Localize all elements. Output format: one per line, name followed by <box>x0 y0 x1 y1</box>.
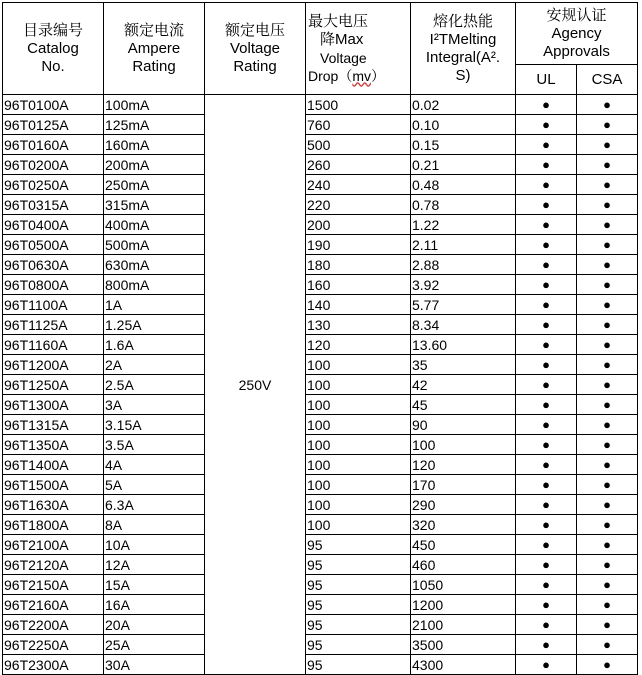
ampere-cell: 12A <box>104 555 205 575</box>
csa-cell <box>577 335 638 355</box>
approval-dot-icon: ● <box>603 157 611 172</box>
table-row <box>3 155 638 175</box>
catalog-cell: 96T0160A <box>3 135 104 155</box>
approval-dot-icon: ● <box>542 117 550 132</box>
ampere-cell: 800mA <box>104 275 205 295</box>
melting-integral-cell: 170 <box>411 475 516 495</box>
approval-dot-icon: ● <box>542 477 550 492</box>
approval-dot-icon: ● <box>603 457 611 472</box>
table-row <box>3 415 638 435</box>
ampere-cell: 200mA <box>104 155 205 175</box>
table-row <box>3 395 638 415</box>
melting-integral-cell: 45 <box>411 395 516 415</box>
ampere-cell: 630mA <box>104 255 205 275</box>
table-row <box>3 175 638 195</box>
approval-dot-icon: ● <box>603 177 611 192</box>
voltage-drop-cell: 130 <box>306 315 411 335</box>
voltage-drop-cell: 95 <box>306 635 411 655</box>
approval-dot-icon: ● <box>603 417 611 432</box>
ampere-cell: 250mA <box>104 175 205 195</box>
voltage-drop-cell: 100 <box>306 455 411 475</box>
catalog-cell: 96T0315A <box>3 195 104 215</box>
ampere-cell: 400mA <box>104 215 205 235</box>
ampere-cell: 5A <box>104 475 205 495</box>
csa-cell <box>577 275 638 295</box>
catalog-cell: 96T0500A <box>3 235 104 255</box>
ampere-cell: 2A <box>104 355 205 375</box>
approval-dot-icon: ● <box>603 397 611 412</box>
ampere-cell: 10A <box>104 535 205 555</box>
melting-integral-cell: 0.78 <box>411 195 516 215</box>
header-ampere-rating: 额定电流 Ampere Rating <box>104 3 205 95</box>
ampere-cell: 20A <box>104 615 205 635</box>
catalog-cell: 96T1100A <box>3 295 104 315</box>
csa-cell <box>577 95 638 115</box>
voltage-drop-cell: 95 <box>306 655 411 675</box>
approval-dot-icon: ● <box>542 197 550 212</box>
catalog-cell: 96T2120A <box>3 555 104 575</box>
melting-integral-cell: 4300 <box>411 655 516 675</box>
catalog-cell: 96T2160A <box>3 595 104 615</box>
approval-dot-icon: ● <box>603 537 611 552</box>
csa-cell <box>577 415 638 435</box>
catalog-cell: 96T1800A <box>3 515 104 535</box>
csa-cell <box>577 295 638 315</box>
voltage-drop-cell: 1500 <box>306 95 411 115</box>
ampere-cell: 3A <box>104 395 205 415</box>
approval-dot-icon: ● <box>542 437 550 452</box>
melting-integral-cell: 2100 <box>411 615 516 635</box>
melting-integral-cell: 0.21 <box>411 155 516 175</box>
ul-cell <box>516 455 577 475</box>
csa-cell <box>577 595 638 615</box>
ul-cell <box>516 395 577 415</box>
approval-dot-icon: ● <box>542 497 550 512</box>
csa-cell <box>577 155 638 175</box>
header-voltage-rating: 额定电压 Voltage Rating <box>205 3 306 95</box>
ampere-cell: 1.6A <box>104 335 205 355</box>
approval-dot-icon: ● <box>542 617 550 632</box>
table-row <box>3 255 638 275</box>
ul-cell <box>516 435 577 455</box>
table-body <box>3 95 638 675</box>
approval-dot-icon: ● <box>542 157 550 172</box>
melting-integral-cell: 1050 <box>411 575 516 595</box>
ampere-cell: 6.3A <box>104 495 205 515</box>
voltage-drop-cell: 260 <box>306 155 411 175</box>
melting-integral-cell: 0.15 <box>411 135 516 155</box>
voltage-drop-cell: 760 <box>306 115 411 135</box>
csa-cell <box>577 315 638 335</box>
ul-cell <box>516 115 577 135</box>
melting-integral-cell: 290 <box>411 495 516 515</box>
catalog-cell: 96T1125A <box>3 315 104 335</box>
csa-cell <box>577 135 638 155</box>
ul-cell <box>516 475 577 495</box>
ul-cell <box>516 515 577 535</box>
melting-integral-cell: 5.77 <box>411 295 516 315</box>
csa-cell <box>577 435 638 455</box>
voltage-drop-cell: 180 <box>306 255 411 275</box>
voltage-cell: 250V <box>205 95 306 675</box>
melting-integral-cell: 3500 <box>411 635 516 655</box>
table-row <box>3 95 638 115</box>
table-row <box>3 355 638 375</box>
ul-cell <box>516 575 577 595</box>
voltage-drop-cell: 95 <box>306 615 411 635</box>
header-melting-integral: 熔化热能 I²TMelting Integral(A². S) <box>411 3 516 95</box>
approval-dot-icon: ● <box>603 577 611 592</box>
csa-cell <box>577 455 638 475</box>
voltage-drop-cell: 100 <box>306 375 411 395</box>
table-row <box>3 635 638 655</box>
catalog-cell: 96T2200A <box>3 615 104 635</box>
voltage-drop-cell: 200 <box>306 215 411 235</box>
approval-dot-icon: ● <box>542 277 550 292</box>
approval-dot-icon: ● <box>542 217 550 232</box>
csa-cell <box>577 535 638 555</box>
approval-dot-icon: ● <box>603 437 611 452</box>
ampere-cell: 16A <box>104 595 205 615</box>
catalog-cell: 96T1350A <box>3 435 104 455</box>
catalog-cell: 96T2250A <box>3 635 104 655</box>
table-row <box>3 515 638 535</box>
voltage-drop-cell: 500 <box>306 135 411 155</box>
ul-cell <box>516 155 577 175</box>
melting-integral-cell: 2.11 <box>411 235 516 255</box>
approval-dot-icon: ● <box>603 617 611 632</box>
voltage-drop-cell: 100 <box>306 475 411 495</box>
voltage-drop-cell: 100 <box>306 435 411 455</box>
ul-cell <box>516 635 577 655</box>
csa-cell <box>577 255 638 275</box>
ul-cell <box>516 135 577 155</box>
approval-dot-icon: ● <box>603 377 611 392</box>
approval-dot-icon: ● <box>603 137 611 152</box>
melting-integral-cell: 42 <box>411 375 516 395</box>
approval-dot-icon: ● <box>603 117 611 132</box>
csa-cell <box>577 475 638 495</box>
voltage-drop-cell: 95 <box>306 575 411 595</box>
ul-cell <box>516 275 577 295</box>
csa-cell <box>577 395 638 415</box>
csa-cell <box>577 655 638 675</box>
approval-dot-icon: ● <box>603 557 611 572</box>
voltage-drop-cell: 95 <box>306 595 411 615</box>
approval-dot-icon: ● <box>542 637 550 652</box>
melting-integral-cell: 450 <box>411 535 516 555</box>
header-voltage-drop: 最大电压 降Max Voltage Drop（mv） <box>306 3 411 95</box>
melting-integral-cell: 0.48 <box>411 175 516 195</box>
voltage-drop-cell: 100 <box>306 395 411 415</box>
ampere-cell: 30A <box>104 655 205 675</box>
catalog-cell: 96T2100A <box>3 535 104 555</box>
voltage-drop-cell: 95 <box>306 555 411 575</box>
approval-dot-icon: ● <box>603 357 611 372</box>
ul-cell <box>516 235 577 255</box>
table-row <box>3 235 638 255</box>
ampere-cell: 4A <box>104 455 205 475</box>
table-row <box>3 615 638 635</box>
ampere-cell: 3.15A <box>104 415 205 435</box>
ampere-cell: 1A <box>104 295 205 315</box>
voltage-drop-cell: 120 <box>306 335 411 355</box>
catalog-cell: 96T0100A <box>3 95 104 115</box>
catalog-cell: 96T1500A <box>3 475 104 495</box>
ul-cell <box>516 555 577 575</box>
approval-dot-icon: ● <box>542 397 550 412</box>
approval-dot-icon: ● <box>603 97 611 112</box>
voltage-drop-cell: 160 <box>306 275 411 295</box>
csa-cell <box>577 575 638 595</box>
ul-cell <box>516 615 577 635</box>
approval-dot-icon: ● <box>542 137 550 152</box>
catalog-cell: 96T0250A <box>3 175 104 195</box>
ul-cell <box>516 415 577 435</box>
voltage-drop-cell: 100 <box>306 415 411 435</box>
approval-dot-icon: ● <box>603 257 611 272</box>
melting-integral-cell: 2.88 <box>411 255 516 275</box>
melting-integral-cell: 3.92 <box>411 275 516 295</box>
approval-dot-icon: ● <box>542 297 550 312</box>
melting-integral-cell: 35 <box>411 355 516 375</box>
approval-dot-icon: ● <box>603 477 611 492</box>
melting-integral-cell: 460 <box>411 555 516 575</box>
catalog-cell: 96T0125A <box>3 115 104 135</box>
ampere-cell: 500mA <box>104 235 205 255</box>
ul-cell <box>516 335 577 355</box>
header-csa: CSA <box>577 65 638 95</box>
table-row <box>3 535 638 555</box>
approval-dot-icon: ● <box>603 317 611 332</box>
approval-dot-icon: ● <box>603 517 611 532</box>
approval-dot-icon: ● <box>603 197 611 212</box>
ul-cell <box>516 95 577 115</box>
approval-dot-icon: ● <box>542 537 550 552</box>
header-ul: UL <box>516 65 577 95</box>
melting-integral-cell: 90 <box>411 415 516 435</box>
approval-dot-icon: ● <box>603 297 611 312</box>
catalog-cell: 96T1250A <box>3 375 104 395</box>
approval-dot-icon: ● <box>603 337 611 352</box>
melting-integral-cell: 8.34 <box>411 315 516 335</box>
csa-cell <box>577 215 638 235</box>
approval-dot-icon: ● <box>542 457 550 472</box>
approval-dot-icon: ● <box>542 257 550 272</box>
csa-cell <box>577 115 638 135</box>
approval-dot-icon: ● <box>542 577 550 592</box>
approval-dot-icon: ● <box>542 357 550 372</box>
csa-cell <box>577 355 638 375</box>
ul-cell <box>516 495 577 515</box>
table-row <box>3 495 638 515</box>
table-row <box>3 595 638 615</box>
ampere-cell: 315mA <box>104 195 205 215</box>
catalog-cell: 96T1160A <box>3 335 104 355</box>
ampere-cell: 160mA <box>104 135 205 155</box>
catalog-cell: 96T2300A <box>3 655 104 675</box>
catalog-cell: 96T1315A <box>3 415 104 435</box>
melting-integral-cell: 13.60 <box>411 335 516 355</box>
catalog-cell: 96T0630A <box>3 255 104 275</box>
ampere-cell: 125mA <box>104 115 205 135</box>
melting-integral-cell: 1200 <box>411 595 516 615</box>
table-row <box>3 555 638 575</box>
approval-dot-icon: ● <box>603 217 611 232</box>
approval-dot-icon: ● <box>542 557 550 572</box>
table-row <box>3 315 638 335</box>
csa-cell <box>577 495 638 515</box>
csa-cell <box>577 635 638 655</box>
table-row <box>3 275 638 295</box>
catalog-cell: 96T1400A <box>3 455 104 475</box>
approval-dot-icon: ● <box>542 417 550 432</box>
table-row <box>3 455 638 475</box>
table-row <box>3 215 638 235</box>
table-row <box>3 475 638 495</box>
table-row <box>3 655 638 675</box>
ul-cell <box>516 355 577 375</box>
voltage-drop-cell: 140 <box>306 295 411 315</box>
approval-dot-icon: ● <box>603 497 611 512</box>
csa-cell <box>577 555 638 575</box>
csa-cell <box>577 195 638 215</box>
ul-cell <box>516 295 577 315</box>
ul-cell <box>516 655 577 675</box>
csa-cell <box>577 235 638 255</box>
ul-cell <box>516 175 577 195</box>
table-row <box>3 295 638 315</box>
voltage-drop-cell: 100 <box>306 495 411 515</box>
approval-dot-icon: ● <box>603 237 611 252</box>
approval-dot-icon: ● <box>542 97 550 112</box>
csa-cell <box>577 375 638 395</box>
catalog-cell: 96T0800A <box>3 275 104 295</box>
ul-cell <box>516 195 577 215</box>
approval-dot-icon: ● <box>603 597 611 612</box>
csa-cell <box>577 515 638 535</box>
ampere-cell: 100mA <box>104 95 205 115</box>
table-row <box>3 335 638 355</box>
voltage-drop-cell: 95 <box>306 535 411 555</box>
table-row <box>3 375 638 395</box>
melting-integral-cell: 120 <box>411 455 516 475</box>
ul-cell <box>516 215 577 235</box>
table-row <box>3 115 638 135</box>
ul-cell <box>516 315 577 335</box>
melting-integral-cell: 0.10 <box>411 115 516 135</box>
approval-dot-icon: ● <box>542 317 550 332</box>
header-agency-approvals: 安规认证 Agency Approvals <box>516 3 638 65</box>
header-catalog: 目录编号 Catalog No. <box>3 3 104 95</box>
catalog-cell: 96T2150A <box>3 575 104 595</box>
approval-dot-icon: ● <box>542 177 550 192</box>
approval-dot-icon: ● <box>603 657 611 672</box>
catalog-cell: 96T0400A <box>3 215 104 235</box>
ul-cell <box>516 255 577 275</box>
ul-cell <box>516 375 577 395</box>
approval-dot-icon: ● <box>542 237 550 252</box>
melting-integral-cell: 0.02 <box>411 95 516 115</box>
catalog-cell: 96T1630A <box>3 495 104 515</box>
ampere-cell: 8A <box>104 515 205 535</box>
ampere-cell: 1.25A <box>104 315 205 335</box>
ampere-cell: 15A <box>104 575 205 595</box>
approval-dot-icon: ● <box>542 377 550 392</box>
approval-dot-icon: ● <box>542 337 550 352</box>
ampere-cell: 2.5A <box>104 375 205 395</box>
fuse-spec-table <box>2 2 638 675</box>
melting-integral-cell: 100 <box>411 435 516 455</box>
table-row <box>3 435 638 455</box>
approval-dot-icon: ● <box>542 597 550 612</box>
voltage-drop-cell: 190 <box>306 235 411 255</box>
table-row <box>3 195 638 215</box>
table-row <box>3 135 638 155</box>
approval-dot-icon: ● <box>542 657 550 672</box>
csa-cell <box>577 615 638 635</box>
approval-dot-icon: ● <box>603 637 611 652</box>
csa-cell <box>577 175 638 195</box>
voltage-drop-cell: 100 <box>306 355 411 375</box>
voltage-drop-cell: 240 <box>306 175 411 195</box>
melting-integral-cell: 1.22 <box>411 215 516 235</box>
voltage-drop-cell: 100 <box>306 515 411 535</box>
ampere-cell: 3.5A <box>104 435 205 455</box>
approval-dot-icon: ● <box>603 277 611 292</box>
catalog-cell: 96T1300A <box>3 395 104 415</box>
ul-cell <box>516 535 577 555</box>
voltage-drop-cell: 220 <box>306 195 411 215</box>
approval-dot-icon: ● <box>542 517 550 532</box>
ul-cell <box>516 595 577 615</box>
table-row <box>3 575 638 595</box>
ampere-cell: 25A <box>104 635 205 655</box>
catalog-cell: 96T1200A <box>3 355 104 375</box>
melting-integral-cell: 320 <box>411 515 516 535</box>
catalog-cell: 96T0200A <box>3 155 104 175</box>
